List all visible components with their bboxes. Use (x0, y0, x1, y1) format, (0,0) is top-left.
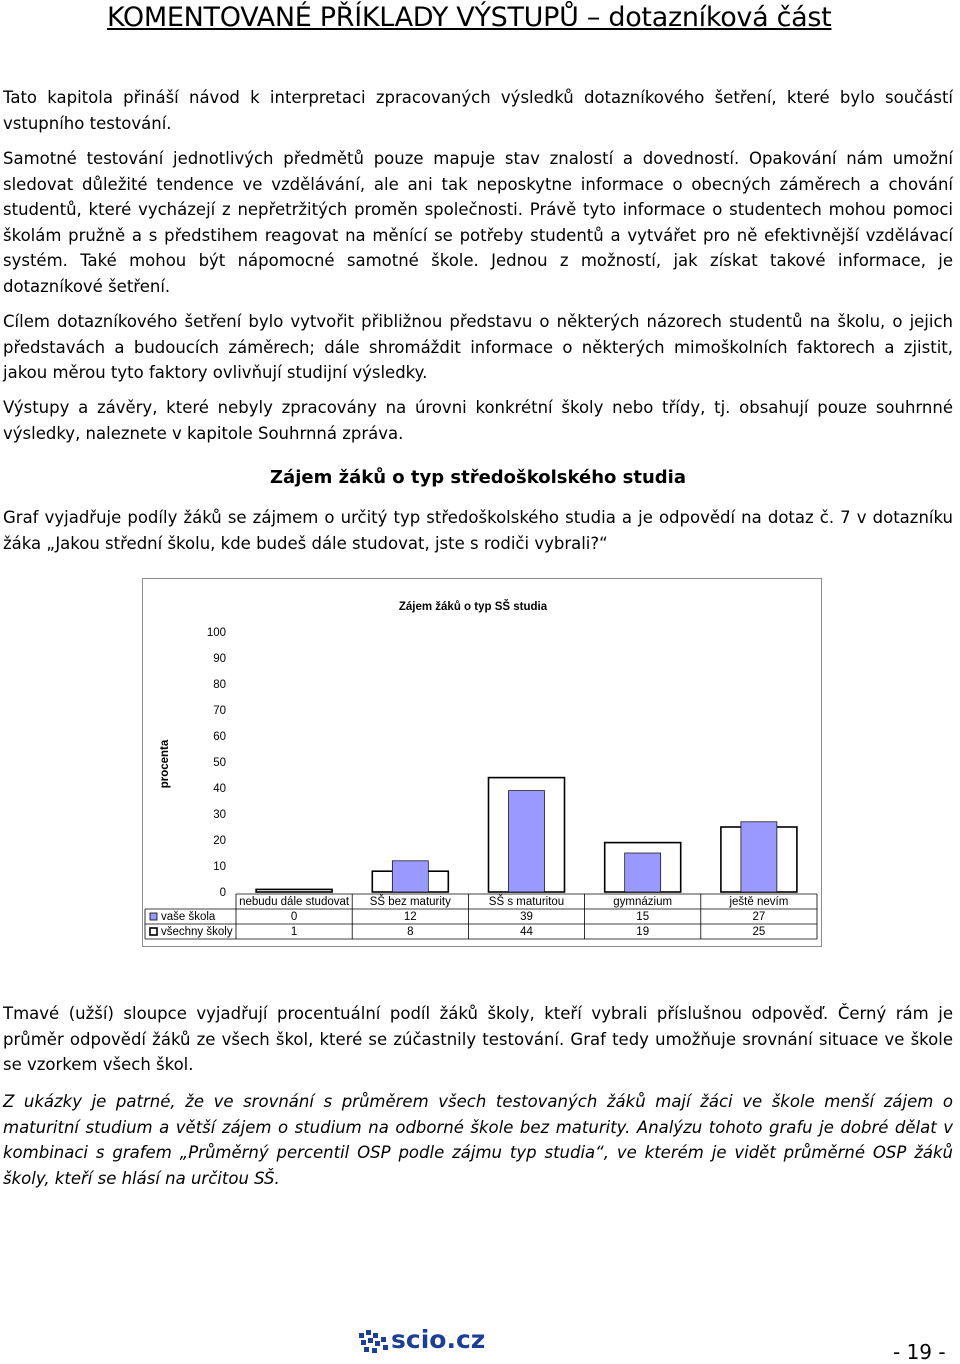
section-heading: Zájem žáků o typ středoškolského studia (270, 467, 686, 488)
logo-dot (375, 1341, 380, 1346)
page-number: - 19 - (893, 1340, 946, 1364)
x-tick-label: SŠ bez maturity (369, 896, 451, 908)
page-title: KOMENTOVANÉ PŘÍKLADY VÝSTUPŮ – dotazníková část (107, 2, 832, 33)
legend-key-all-schools (150, 928, 157, 935)
logo-dot (383, 1345, 388, 1350)
chart-description: Graf vyjadřuje podíly žáků se zájmem o určitý typ středoškolského studia a je odpovědí na dotaz č. 7 v dotazníku žáka „Jakou střední školu, kde budeš dále studovat, jste s rodiči vybrali?“ (3, 508, 953, 553)
logo-dot (361, 1340, 366, 1345)
logo-text: scio.cz (391, 1325, 486, 1354)
chart-explanation: Tmavé (užší) sloupce vyjadřují procentuální podíl žáků školy, kteří vybrali příslušnou odpověď. Černý rám je průměr odpovědí žáků ze všech škol, které se zúčastnily testování. Graf tedy umožňuje srovnání situace ve škole se vzorkem všech škol. (3, 1004, 953, 1074)
y-tick-label: 50 (213, 757, 226, 769)
y-tick-label: 10 (213, 861, 226, 873)
intro-paragraph-4: Výstupy a závěry, které nebyly zpracovány na úrovni konkrétní školy nebo třídy, tj. obsahují pouze souhrnné výsledky, naleznete v kapitole Souhrnná zpráva. (3, 398, 953, 443)
bar-chart (143, 579, 823, 948)
chart-y-axis-label: procenta (159, 739, 171, 789)
bar-your-school (741, 822, 777, 892)
legend-key-your-school (150, 913, 157, 920)
y-tick-label: 90 (213, 653, 226, 665)
x-tick-label: nebudu dále studovat (239, 896, 350, 908)
y-tick-label: 40 (213, 783, 226, 795)
logo-dot (373, 1333, 378, 1338)
data-label: 8 (407, 926, 414, 938)
data-label: 0 (290, 911, 298, 923)
x-tick-label: ještě nevím (729, 896, 789, 908)
data-label: 27 (752, 911, 766, 923)
logo-dot (368, 1338, 373, 1343)
x-tick-label: gymnázium (613, 896, 673, 908)
intro-paragraph-3: Cílem dotazníkového šetření bylo vytvořit přibližnou představu o některých názorech studentů na školu, o jejich představách a budoucích záměrech; dále shromáždit informace o některých mimoškolních faktorech a zjistit, jakou měrou tyto faktory ovlivňují studijní výsledky. (3, 312, 953, 382)
chart-marks (145, 627, 817, 939)
logo-dot (364, 1347, 369, 1352)
data-label: 19 (636, 926, 650, 938)
logo-dot (372, 1348, 377, 1353)
chart-title: Zájem žáků o typ SŠ studia (398, 601, 548, 613)
data-label: 1 (290, 926, 298, 938)
data-label: 15 (636, 911, 650, 923)
data-label: 12 (403, 911, 417, 923)
x-tick-label: SŠ s maturitou (488, 896, 565, 908)
y-tick-label: 100 (206, 627, 226, 639)
data-label: 39 (520, 911, 533, 923)
data-label: 44 (520, 926, 533, 938)
scio-logo (355, 1323, 515, 1357)
y-tick-label: 30 (213, 809, 226, 821)
bar-your-school (392, 861, 428, 892)
bar-all-schools (256, 889, 332, 892)
logo-dot (359, 1333, 364, 1338)
y-tick-label: 80 (213, 679, 226, 691)
logo-dot (366, 1330, 371, 1335)
y-tick-label: 60 (213, 731, 226, 743)
y-tick-label: 20 (213, 835, 226, 847)
data-label: 25 (752, 926, 766, 938)
y-tick-label: 70 (213, 705, 226, 717)
bar-your-school (625, 853, 661, 892)
chart-conclusion: Z ukázky je patrné, že ve srovnání s průměrem všech testovaných žáků mají žáci ve škole menší zájem o maturitní studium a větší zájem o studium na odborné škole bez maturity. Analýzu tohoto grafu je dobré dělat v kombinaci s grafem „Průměrný percentil OSP podle zájmu typ studia“, ve kterém je vidět průměrné OSP žáků školy, kteří se hlásí na určitou SŠ. (3, 1092, 953, 1188)
chart-container (142, 578, 822, 947)
logo-dot (381, 1337, 386, 1342)
legend-label: všechny školy (161, 926, 233, 938)
legend-label: vaše škola (161, 911, 216, 923)
y-tick-label: 0 (219, 887, 226, 899)
logo-dots-icon (359, 1330, 388, 1353)
intro-paragraph-1: Tato kapitola přináší návod k interpretaci zpracovaných výsledků dotazníkového šetření, které bylo součástí vstupního testování. (3, 88, 953, 133)
intro-paragraph-2: Samotné testování jednotlivých předmětů pouze mapuje stav znalostí a dovedností. Opakování nám umožní sledovat důležité tendence ve vzdělávání, ale ani tak neposkytne informace o obecných záměrech a chování studentů, které vycházejí z nepřetržitých proměn společnosti. Právě tyto informace o studentech mohou pomoci školám pružně a s předstihem reagovat na měnící se potřeby studentů a vytvářet pro ně efektivnější vzdělávací systém. Také mohou být nápomocné samotné škole. Jednou z možností, jak získat takové informace, je dotazníkové šetření. (3, 149, 953, 296)
bar-your-school (509, 791, 545, 892)
